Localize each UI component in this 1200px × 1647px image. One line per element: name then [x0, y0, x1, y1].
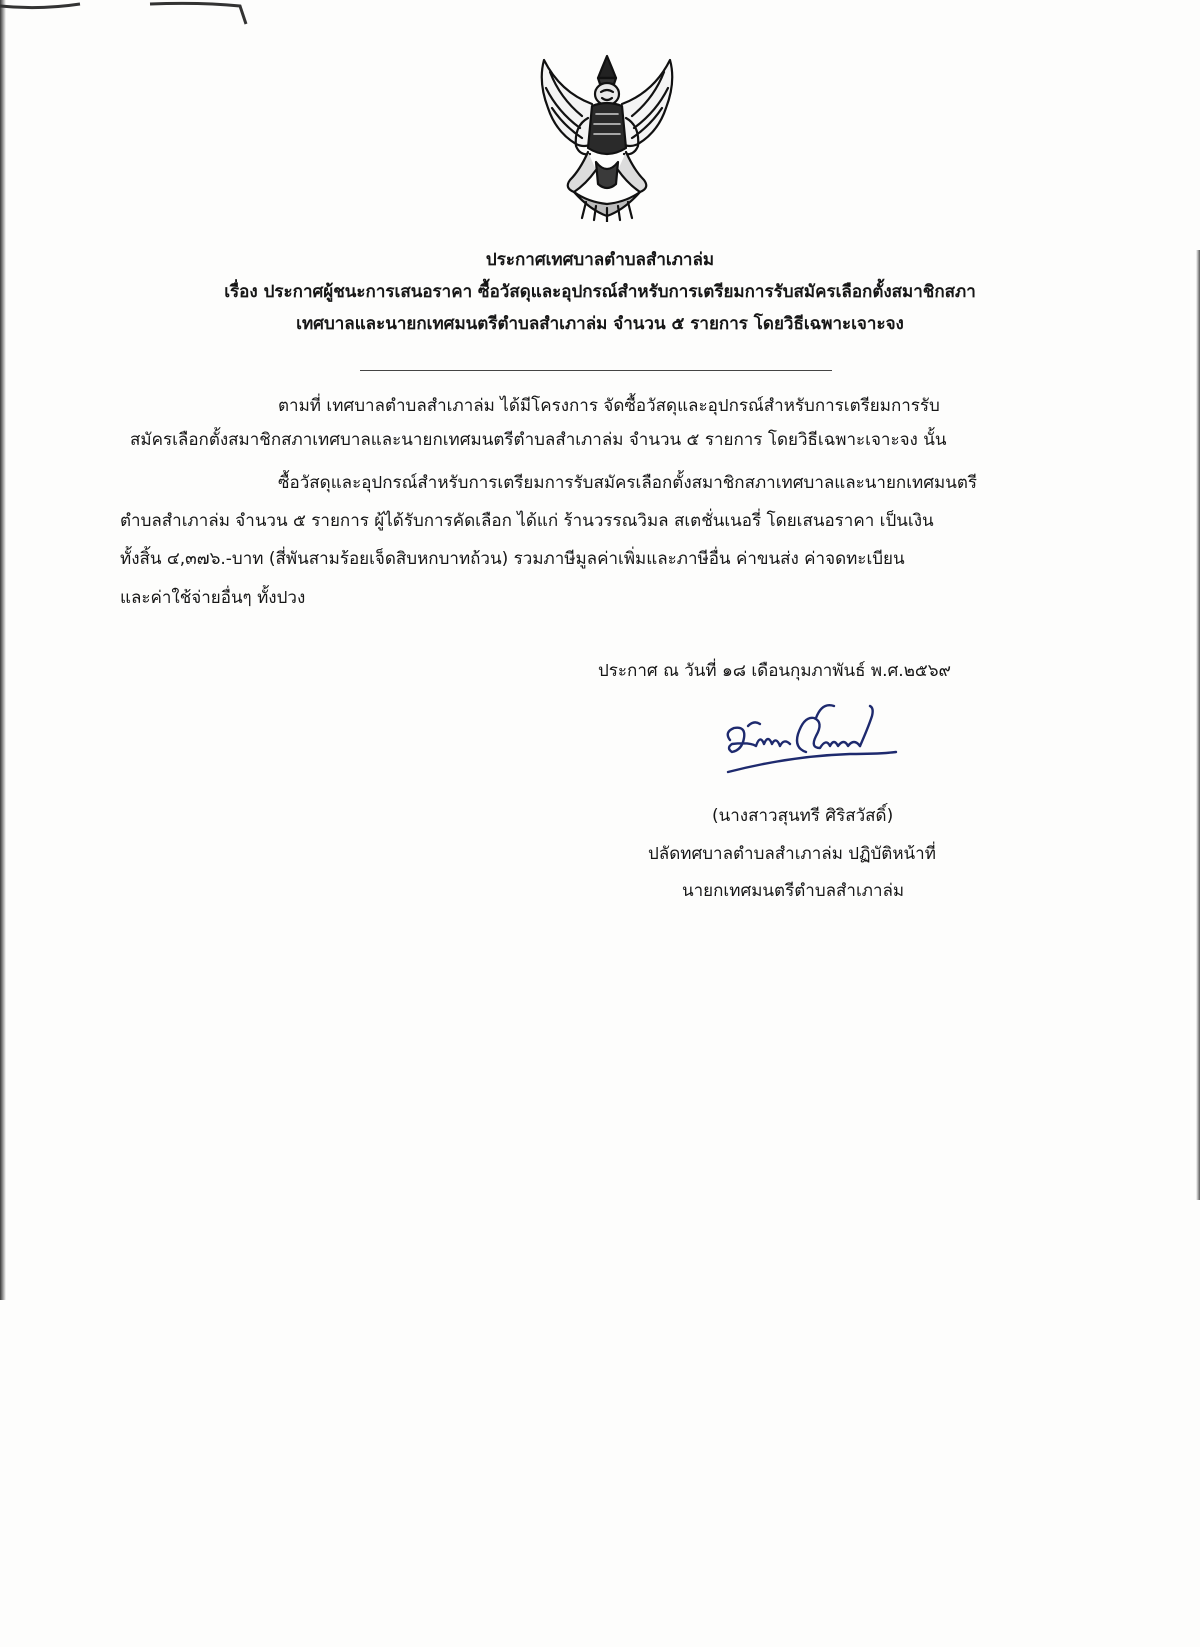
- scan-artifact-mark: [0, 0, 320, 28]
- paragraph-2-line-3: ทั้งสิ้น ๔,๓๗๖.-บาท (สี่พันสามร้อยเจ็ดสิบหกบาทถ้วน) รวมภาษีมูลค่าเพิ่มและภาษีอื่น ค่าขนส่ง ค่าจดทะเบียน: [120, 549, 905, 569]
- scan-edge-right: [1196, 250, 1200, 1200]
- signer-position-line-1: ปลัดทศบาลตำบลสำเภาล่ม ปฏิบัติหน้าที่: [648, 844, 936, 864]
- paragraph-1-line-2: สมัครเลือกตั้งสมาชิกสภาเทศบาลและนายกเทศมนตรีตำบลสำเภาล่ม จำนวน ๕ รายการ โดยวิธีเฉพาะเจาะจง นั้น: [130, 430, 947, 450]
- header-divider: [360, 370, 832, 371]
- page-title: ประกาศเทศบาลตำบลสำเภาล่ม: [485, 250, 715, 270]
- signer-position-line-2: นายกเทศมนตรีตำบลสำเภาล่ม: [682, 881, 905, 901]
- paragraph-2-line-4: และค่าใช้จ่ายอื่นๆ ทั้งปวง: [120, 588, 306, 608]
- subject-line-1: เรื่อง ประกาศผู้ชนะการเสนอราคา ซื้อวัสดุและอุปกรณ์สำหรับการเตรียมการรับสมัครเลือกตั้งสมาชิกสภา: [224, 282, 976, 302]
- announcement-date: ประกาศ ณ วันที่ ๑๘ เดือนกุมภาพันธ์ พ.ศ.๒๕๖๙: [598, 661, 952, 681]
- signer-name: (นางสาวสุนทรี ศิริสวัสดิ์): [712, 806, 894, 826]
- scan-edge-left: [0, 0, 6, 1300]
- paragraph-1-line-1: ตามที่ เทศบาลตำบลสำเภาล่ม ได้มีโครงการ จัดซื้อวัสดุและอุปกรณ์สำหรับการเตรียมการรับ: [278, 396, 940, 416]
- paragraph-2-line-1: ซื้อวัสดุและอุปกรณ์สำหรับการเตรียมการรับสมัครเลือกตั้งสมาชิกสภาเทศบาลและนายกเทศมนตรี: [278, 473, 978, 493]
- signature-icon: [720, 698, 910, 798]
- garuda-emblem-icon: [530, 52, 685, 222]
- subject-line-2: เทศบาลและนายกเทศมนตรีตำบลสำเภาล่ม จำนวน ๕ รายการ โดยวิธีเฉพาะเจาะจง: [296, 314, 904, 334]
- paragraph-2-line-2: ตำบลสำเภาล่ม จำนวน ๕ รายการ ผู้ได้รับการคัดเลือก ได้แก่ ร้านวรรณวิมล สเตชั่นเนอรี่ โดยเสนอราคา เป็นเงิน: [120, 511, 934, 531]
